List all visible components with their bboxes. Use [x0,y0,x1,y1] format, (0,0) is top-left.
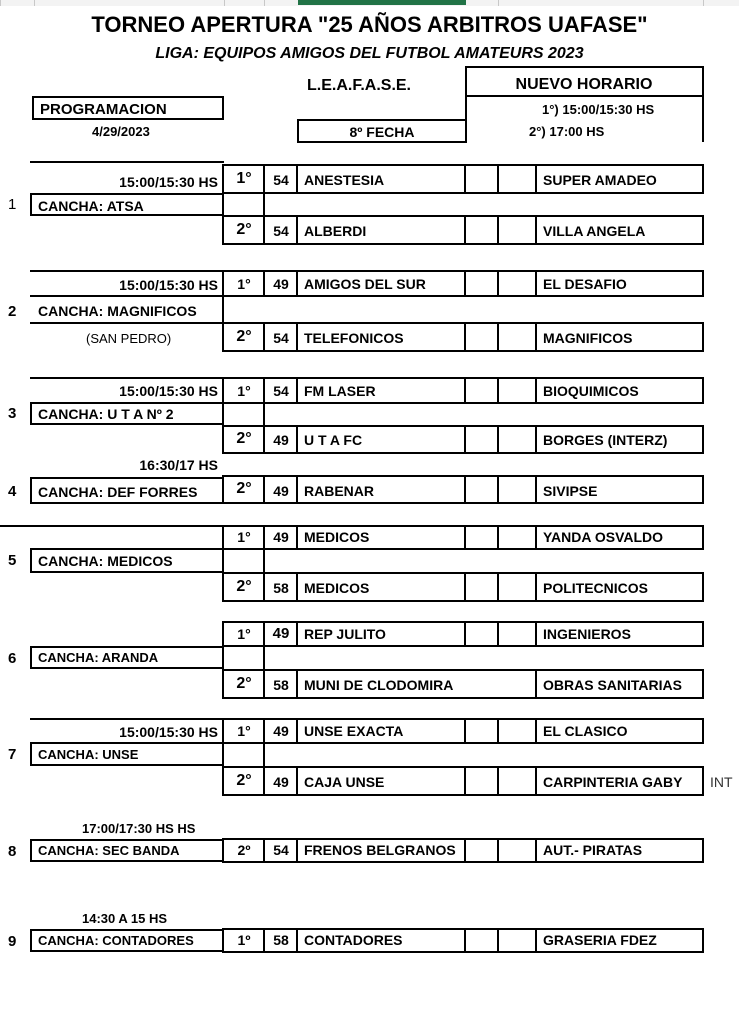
match-slot: 1° [236,170,252,187]
match-category: 58 [273,677,289,693]
cancha-box [30,548,224,573]
fecha-label: 8º FECHA [349,124,415,140]
cancha-box [30,742,224,766]
away-team: BORGES (INTERZ) [543,432,668,448]
match-slot: 2° [236,328,252,345]
page-title: TORNEO APERTURA "25 AÑOS ARBITROS UAFASE" [91,12,648,37]
away-team: SUPER AMADEO [543,172,657,188]
block-time: 15:00/15:30 HS [119,383,218,399]
cancha-box [30,477,224,504]
block-time: 14:30 A 15 HS [82,911,168,926]
match-category: 54 [273,330,289,346]
match-slot: 2° [236,480,252,497]
fecha-box [297,119,467,143]
away-team: OBRAS SANITARIAS [543,677,682,693]
block-number: 9 [8,933,17,950]
block-number: 3 [8,405,17,422]
away-team: INGENIEROS [543,626,631,642]
match-slot: 1° [237,529,251,545]
match-slot: 2° [236,430,252,447]
match-slot: 1º [237,932,251,948]
away-team: EL DESAFIO [543,276,627,292]
programacion-label: PROGRAMACION [40,101,167,118]
away-team: CARPINTERIA GABY [543,774,683,790]
block-time: 15:00/15:30 HS [119,277,218,293]
program-date: 4/29/2023 [92,124,150,139]
match-slot: 2º [237,842,251,858]
match-category: 58 [273,580,289,596]
match-category: 58 [273,932,289,948]
match-slot: 2° [236,675,252,692]
block-number: 6 [8,650,17,667]
home-team: MUNI DE CLODOMIRA [304,677,454,693]
home-team: TELEFONICOS [304,330,404,346]
match-slot: 2° [236,221,252,238]
match-category: 49 [273,723,289,739]
cancha-label: CANCHA: ATSA [38,198,144,214]
cancha-label: CANCHA: MAGNIFICOS [38,303,197,319]
home-team: ANESTESIA [304,172,385,188]
match-slot: 2° [236,772,252,789]
home-team: FRENOS BELGRANOS [304,842,456,858]
nuevo-horario-label: NUEVO HORARIO [515,76,653,93]
cancha-label: CANCHA: CONTADORES [38,933,194,948]
home-team: ALBERDI [304,223,367,239]
cancha-label: CANCHA: SEC BANDA [38,843,180,858]
block-time: 15:00/15:30 HS [119,174,218,190]
match-slot: 1° [237,383,251,399]
league-subtitle: LIGA: EQUIPOS AMIGOS DEL FUTBOL AMATEURS 2023 [155,45,584,62]
match-category: 49 [272,625,290,642]
cancha-note: (SAN PEDRO) [86,331,172,346]
away-team: EL CLASICO [543,723,628,739]
block-time: 17:00/17:30 HS HS [82,821,196,836]
block-number: 4 [8,483,17,500]
away-team: GRASERIA FDEZ [543,932,657,948]
cancha-box [30,402,224,425]
block-number: 7 [8,746,17,763]
programacion-box [32,96,224,120]
home-team: CAJA UNSE [304,774,385,790]
block-time: 15:00/15:30 HS [119,724,218,740]
match-category: 49 [273,483,289,499]
match-slot: 2° [236,578,252,595]
home-team: AMIGOS DEL SUR [304,276,426,292]
spreadsheet-column-strip [0,0,739,6]
match-category: 49 [273,276,289,292]
horario-2: 2°) 17:00 HS [529,124,605,139]
cancha-label: CANCHA: DEF FORRES [38,484,198,500]
match-category: 49 [273,529,289,545]
match-category: 54 [273,383,289,399]
home-team: MEDICOS [304,580,370,596]
cancha-box [30,929,224,952]
cancha-label: CANCHA: MEDICOS [38,553,173,569]
cancha-label: CANCHA: U T A Nº 2 [38,406,174,422]
cancha-box [30,839,224,862]
home-team: U T A FC [304,432,363,448]
away-team: VILLA ANGELA [543,223,646,239]
match-category: 49 [273,432,289,448]
cancha-label: CANCHA: ARANDA [38,650,159,665]
cancha-box [30,646,224,669]
home-team: RABENAR [304,483,374,499]
home-team: MEDICOS [304,529,370,545]
match-slot: 1° [237,626,251,642]
home-team: REP JULITO [304,626,386,642]
match-slot: 1° [237,276,251,292]
org-name: L.E.A.F.A.S.E. [306,77,411,94]
horario-1: 1°) 15:00/15:30 HS [542,102,655,117]
match-category: 54 [273,172,289,188]
home-team: UNSE EXACTA [304,723,404,739]
match-slot: 1° [237,723,251,739]
interzonal-note: INT [710,774,733,790]
cancha-box [30,193,224,216]
away-team: POLITECNICOS [543,580,649,596]
match-category: 54 [273,223,289,239]
home-team: CONTADORES [304,932,403,948]
block-number: 8 [8,843,17,860]
away-team: YANDA OSVALDO [543,529,664,545]
away-team: SIVIPSE [543,483,598,499]
match-category: 54 [273,842,289,858]
away-team: MAGNIFICOS [543,330,633,346]
selected-cell-indicator [298,0,466,5]
match-category: 49 [273,774,289,790]
away-team: AUT.- PIRATAS [543,842,643,858]
block-time: 16:30/17 HS [139,457,218,473]
block-number: 5 [8,552,17,569]
block-number: 2 [8,303,17,320]
block-number: 1 [8,196,17,213]
away-team: BIOQUIMICOS [543,383,639,399]
home-team: FM LASER [304,383,376,399]
cancha-label: CANCHA: UNSE [38,747,139,762]
